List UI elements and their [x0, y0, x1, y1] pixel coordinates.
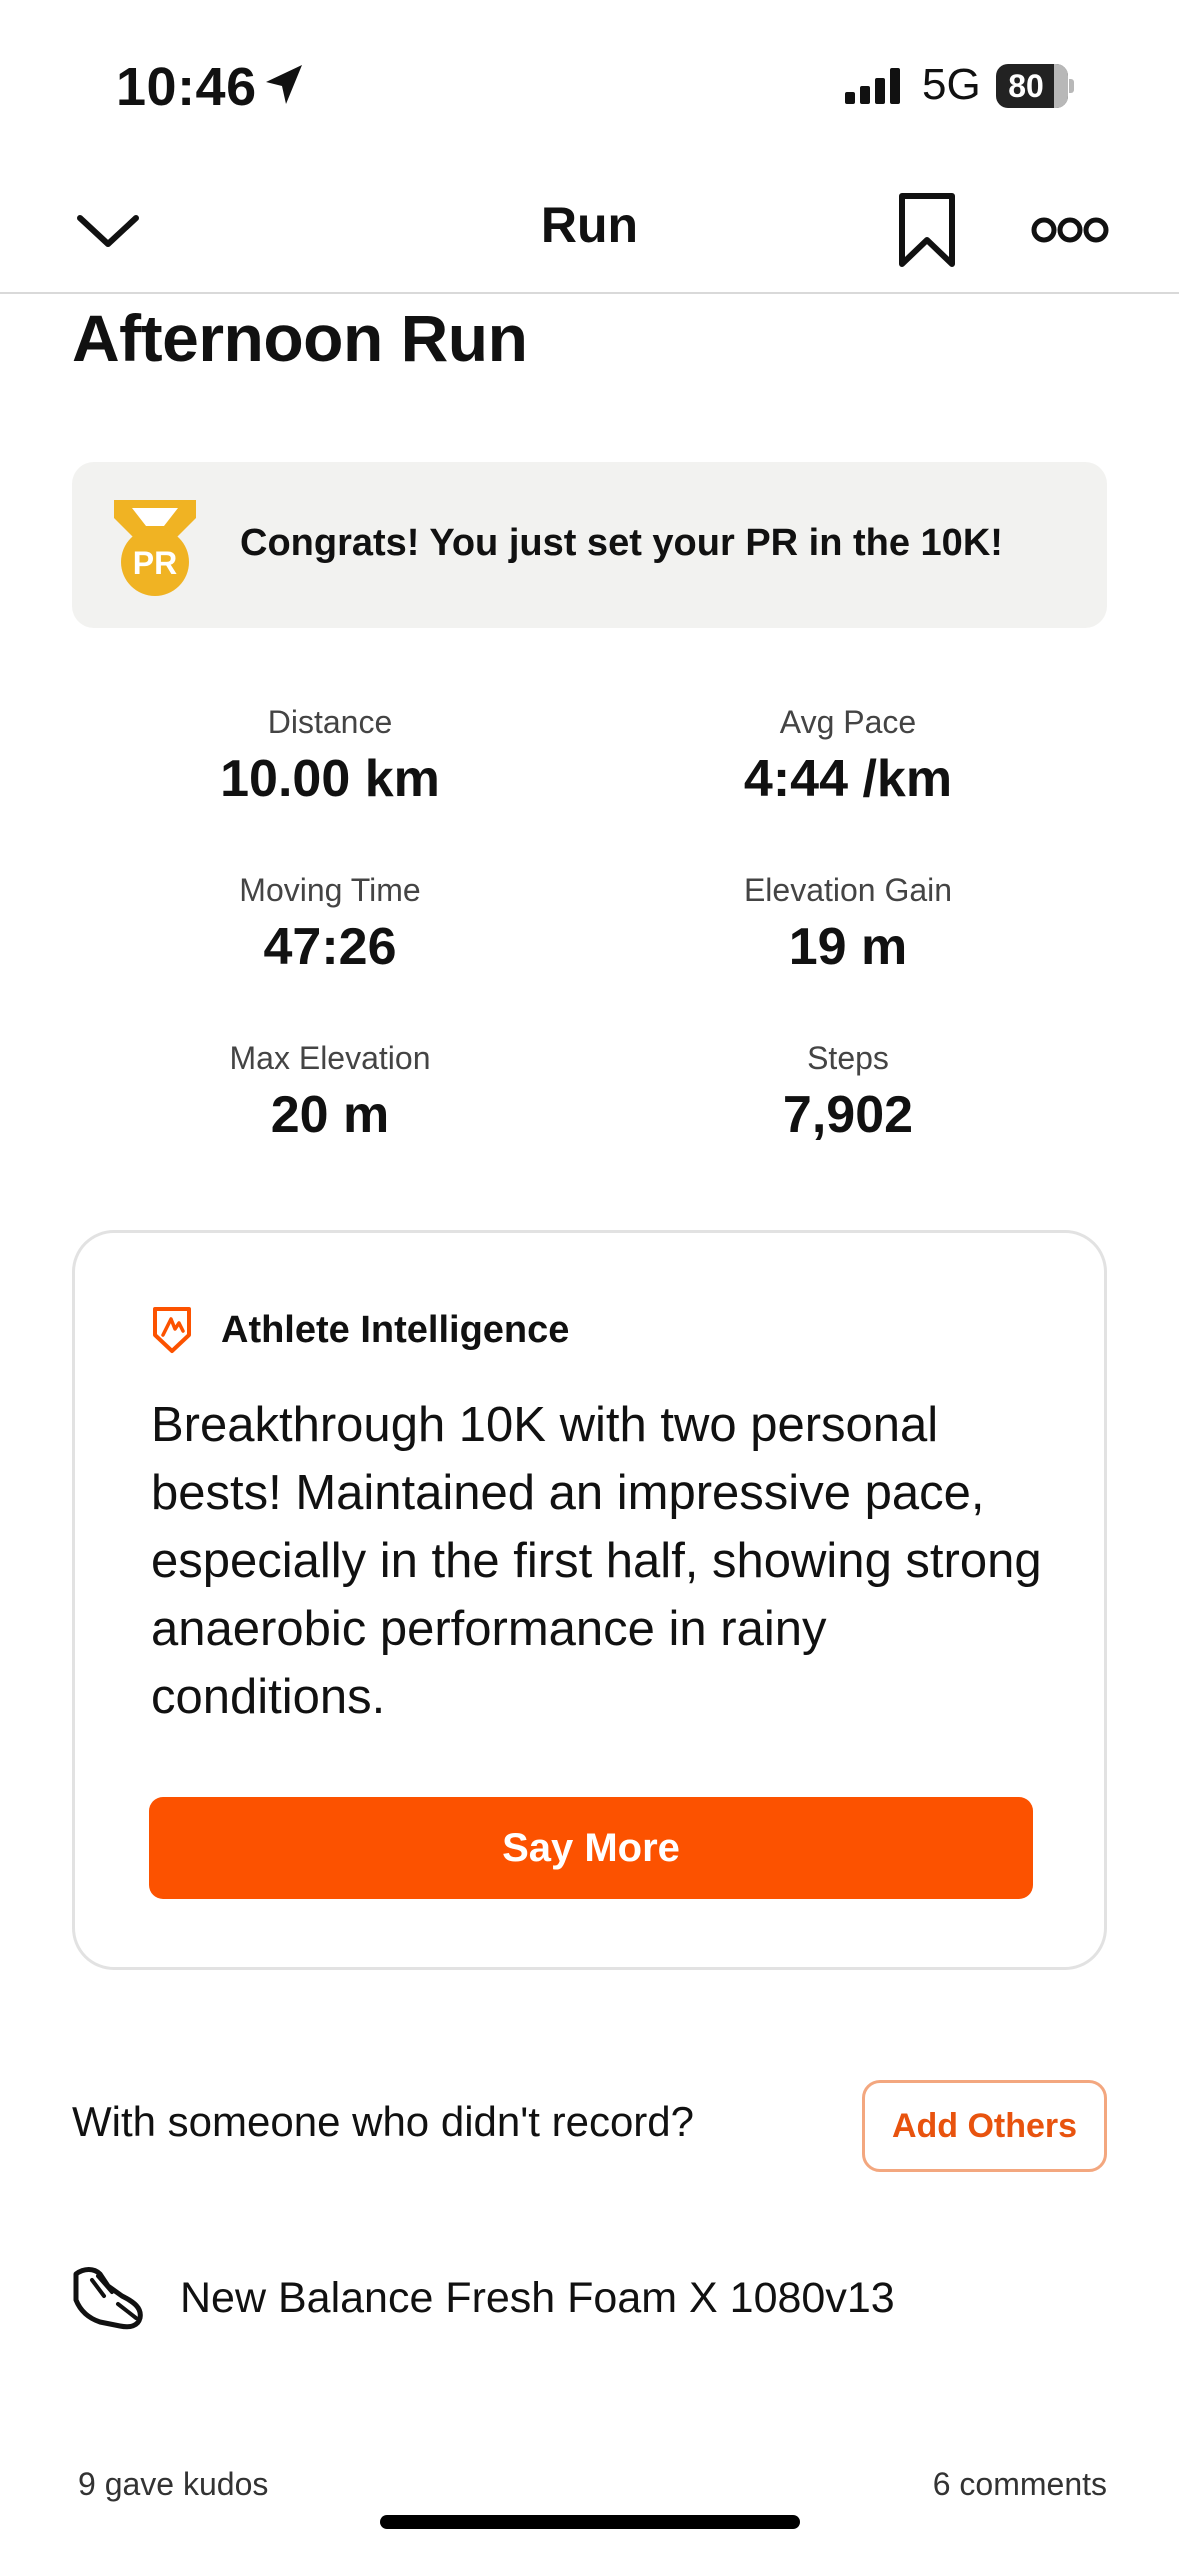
shoe-icon [70, 2262, 146, 2334]
kudos-count[interactable]: 9 gave kudos [78, 2466, 269, 2502]
stat-value: 10.00 km [220, 750, 440, 808]
stat-label: Distance [267, 704, 393, 740]
nav-bar [0, 170, 1179, 294]
athlete-intelligence-title: Athlete Intelligence [221, 1309, 570, 1351]
cellular-signal-icon [843, 66, 907, 106]
activity-title: Afternoon Run [72, 301, 528, 375]
comments-count[interactable]: 6 comments [932, 2466, 1107, 2502]
stat-max-elevation [80, 1040, 580, 1145]
battery-level: 80 [1008, 68, 1044, 104]
stat-value: 47:26 [263, 918, 397, 976]
more-icon[interactable] [1030, 210, 1110, 250]
stat-label: Steps [807, 1040, 889, 1076]
gear-shoe-name[interactable]: New Balance Fresh Foam X 1080v13 [180, 2274, 895, 2322]
stat-elevation-gain [598, 872, 1098, 977]
athlete-intelligence-card [72, 1230, 1107, 1970]
athlete-intelligence-icon [151, 1305, 193, 1355]
stat-label: Moving Time [239, 872, 421, 908]
network-type: 5G [922, 60, 981, 109]
stat-value: 19 m [788, 918, 908, 976]
battery-icon [996, 64, 1074, 108]
location-arrow-icon [262, 62, 306, 108]
pr-banner[interactable] [72, 462, 1107, 628]
home-indicator[interactable] [380, 2515, 800, 2529]
pr-medal-icon [108, 496, 202, 598]
stat-value: 7,902 [782, 1086, 914, 1144]
with-others-prompt: With someone who didn't record? [72, 2098, 695, 2145]
pr-badge-label: PR [132, 545, 178, 581]
stat-label: Avg Pace [779, 704, 917, 740]
bookmark-icon[interactable] [892, 190, 962, 270]
say-more-button[interactable]: Say More [149, 1797, 1033, 1899]
status-bar [0, 0, 1179, 170]
pr-message: Congrats! You just set your PR in the 10K! [240, 522, 1003, 564]
athlete-intelligence-text: Breakthrough 10K with two personal bests! Maintained an impressive pace, especially in the first half, showing strong anaerobic performance in rainy conditions. [151, 1398, 1042, 1724]
stat-moving-time [80, 872, 580, 977]
stat-steps [598, 1040, 1098, 1145]
stat-avg-pace [598, 704, 1098, 809]
stat-value: 20 m [270, 1086, 390, 1144]
add-others-button[interactable]: Add Others [862, 2080, 1107, 2172]
stat-label: Max Elevation [229, 1040, 431, 1076]
stat-distance [80, 704, 580, 809]
page-title: Run [540, 197, 639, 253]
status-time: 10:46 [116, 57, 257, 117]
stat-label: Elevation Gain [743, 872, 953, 908]
stat-value: 4:44 /km [743, 750, 953, 808]
